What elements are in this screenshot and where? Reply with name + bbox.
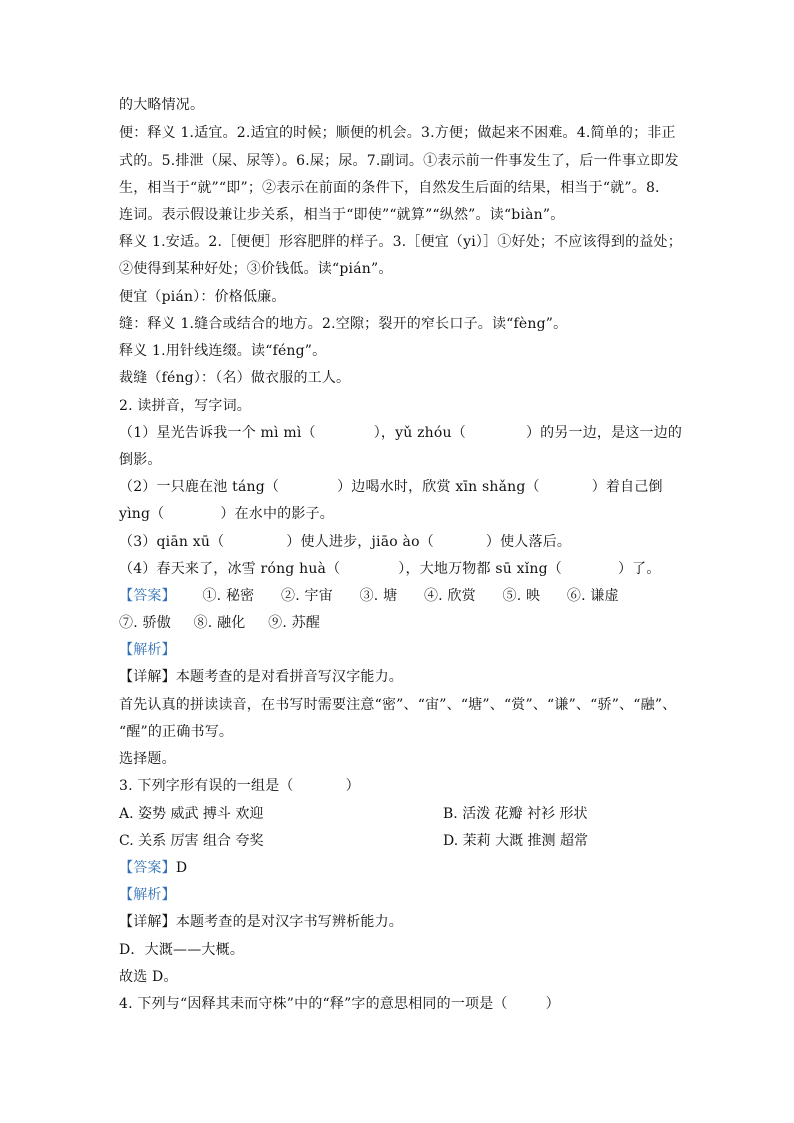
text-line: 首先认真的拼读读音，在书写时需要注意“密”、“宙”、“塘”、“赏”、“谦”、“骄”、“融”、 (119, 697, 677, 713)
text-segment: ）了。 (617, 561, 661, 577)
answer-item: ④. 欣赏 (423, 588, 476, 604)
text-segment: ） (345, 778, 360, 794)
text-segment: ）在水中的影子。 (220, 506, 334, 522)
text-segment: ）边喝水时，欣赏 xīn shǎng（ (337, 479, 540, 495)
text-segment: ）着自己倒 (591, 479, 663, 495)
question-title (119, 994, 560, 1014)
text-line: D．大溉——大概。 (119, 942, 245, 958)
text-line: 故选 D。 (119, 969, 178, 985)
detail-tag: 【详解】 (119, 914, 176, 930)
option-d: D. 茉莉 大溉 推测 超常 (443, 833, 588, 849)
analysis-tag: 【解析】 (119, 642, 176, 658)
answer-item: ③. 塘 (359, 588, 398, 604)
text-line: 便宜（pián）：价格低廉。 (119, 289, 286, 305)
text-segment: （3）qiān xū（ (119, 534, 225, 550)
text-line: 缝：释义 1.缝合或结合的地方。2.空隙；裂开的窄长口子。读“fèng”。 (119, 316, 568, 332)
answer-tag: 【答案】 (119, 588, 176, 604)
answer-line (119, 586, 619, 606)
text-line: 便：释义 1.适宜。2.适宜的时候；顺便的机会。3.方便；做起来不困难。4.简单的；非正 (119, 125, 676, 141)
question-line (119, 504, 334, 524)
answer-item: ⑦. 骄傲 (119, 615, 171, 631)
question-line (119, 423, 682, 443)
text-line: 释义 1.安适。2.［便便］形容肥胖的样子。3.［便宜（yi）］①好处；不应该得到的益处； (119, 234, 682, 250)
answer-item: ①. 秘密 (202, 588, 255, 604)
analysis-tag: 【解析】 (119, 887, 176, 903)
text-segment: 4. 下列与“因释其耒而守株”中的“释”字的意思相同的一项是（ (119, 996, 508, 1012)
answer-item: ⑥. 谦虚 (566, 588, 619, 604)
answer-tag: 【答案】 (119, 860, 176, 876)
text-line: 裁缝（féng）：（名）做衣服的工人。 (119, 370, 351, 386)
text-segment: ），大地万物都 sū xǐng（ (398, 561, 562, 577)
text-segment: （4）春天来了，冰雪 róng huà（ (119, 561, 341, 577)
answer-item: ⑤. 映 (502, 588, 541, 604)
question-title: 2. 读拼音，写字词。 (119, 398, 252, 414)
detail-tag: 【详解】 (119, 669, 176, 685)
question-title (119, 776, 360, 796)
text-line: 释义 1.用针线连缀。读“féng”。 (119, 343, 327, 359)
text-line: 倒影。 (119, 452, 162, 468)
text-line: “醒”的正确书写。 (119, 724, 234, 740)
text-segment: ）使人进步，jiāo ào（ (286, 534, 434, 550)
answer-item: ⑨. 苏醒 (268, 615, 321, 631)
answer-value: D (175, 860, 188, 876)
question-line (119, 532, 571, 552)
option-b: B. 活泼 花瓣 衬衫 形状 (443, 806, 588, 822)
question-line (119, 559, 661, 579)
text-line: 连词。表示假设兼让步关系，相当于“即使”“就算”“纵然”。读“biàn”。 (119, 207, 565, 223)
text-segment: ）的另一边，是这一边的 (525, 425, 683, 441)
text-line: ②使得到某种好处；③价钱低。读“pián”。 (119, 261, 393, 277)
option-a: A. 姿势 威武 搏斗 欢迎 (119, 806, 264, 822)
detail-text: 本题考查的是对汉字书写辨析能力。 (175, 914, 404, 930)
text-segment: yìng（ (119, 506, 165, 522)
text-segment: ）使人落后。 (485, 534, 572, 550)
answer-item: ②. 宇宙 (281, 588, 333, 604)
text-line: 式的。5.排泄（屎、尿等）。6.屎；尿。7.副词。①表示前一件事发生了，后一件事立即发 (119, 153, 679, 169)
answer-line (119, 613, 320, 633)
text-segment: ） (545, 996, 560, 1012)
text-segment: ），yǔ zhóu（ (373, 425, 466, 441)
question-line (119, 477, 663, 497)
text-line: 生，相当于“就”“即”；②表示在前面的条件下，自然发生后面的结果，相当于“就”。8. (119, 180, 660, 196)
text-segment: （1）星光告诉我一个 mì mì（ (119, 425, 316, 441)
option-c: C. 关系 厉害 组合 夸奖 (119, 833, 264, 849)
text-line: 的大略情况。 (119, 97, 205, 113)
detail-line (119, 667, 403, 687)
text-line: 选择题。 (119, 751, 176, 767)
text-segment: （2）一只鹿在池 táng（ (119, 479, 280, 495)
answer-item: ⑧. 融化 (193, 615, 246, 631)
text-segment: 3. 下列字形有误的一组是（ (119, 778, 294, 794)
detail-text: 本题考查的是对看拼音写汉字能力。 (175, 669, 404, 685)
detail-line (119, 912, 403, 932)
answer-line (119, 858, 187, 878)
